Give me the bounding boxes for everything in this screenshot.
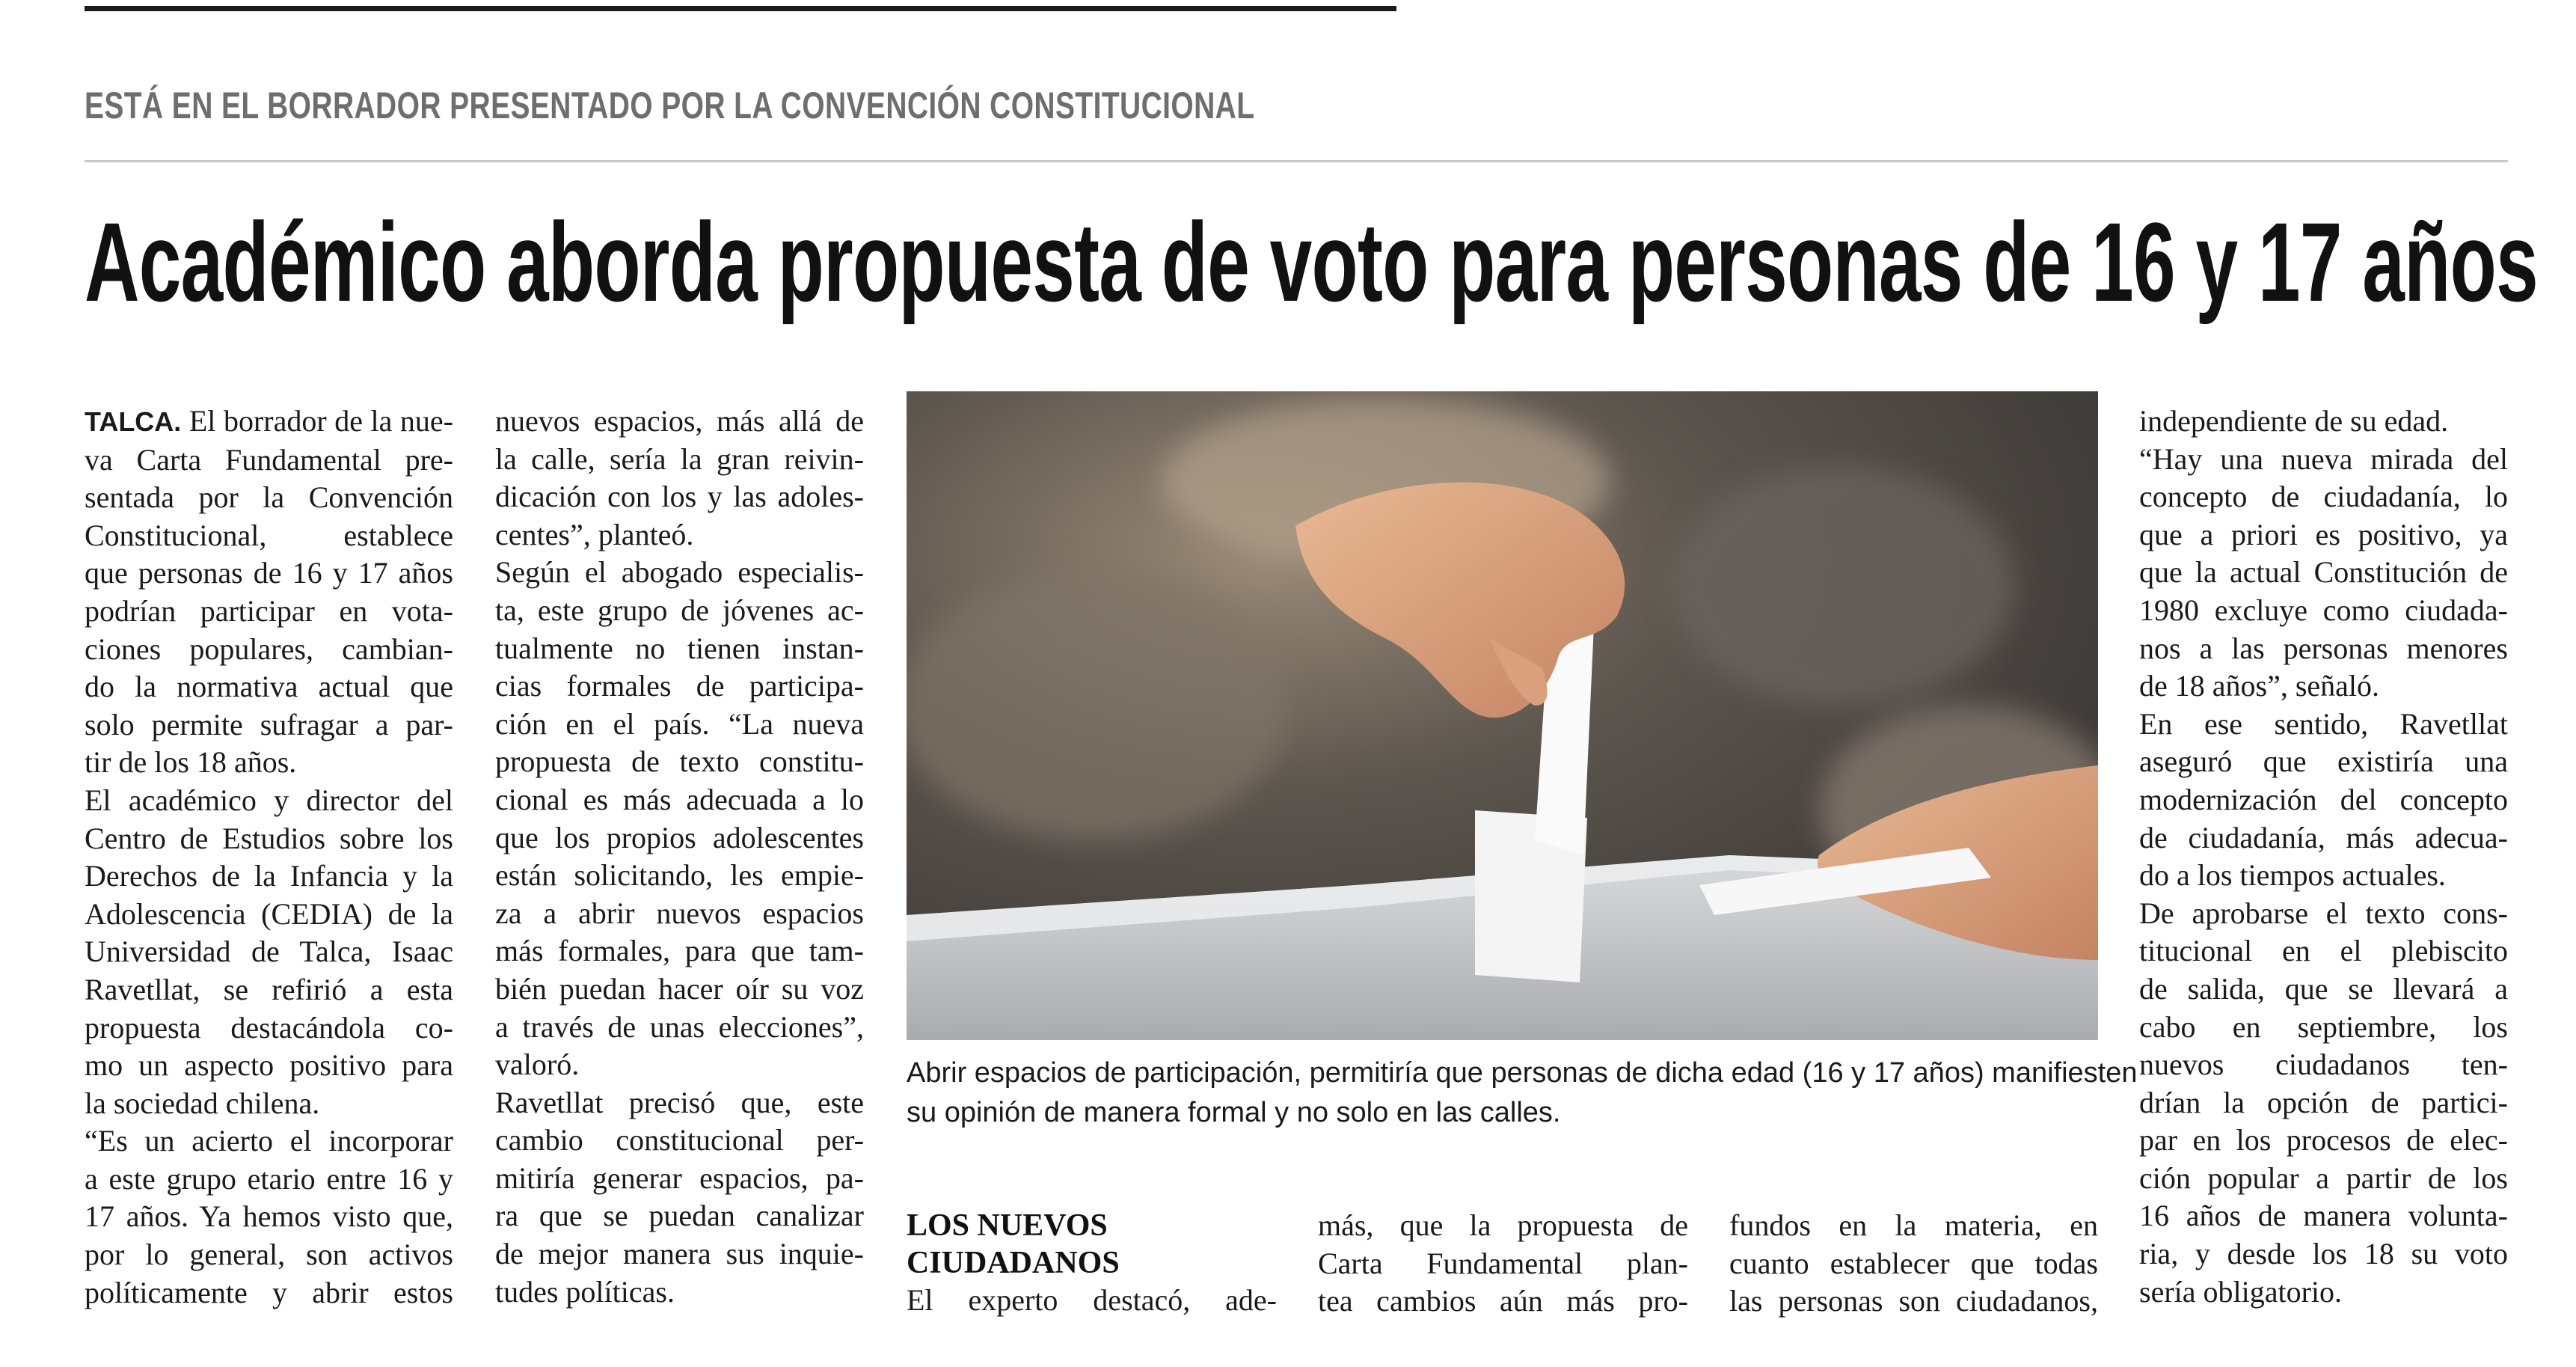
text-line: tualmente no tienen instan- <box>495 631 864 665</box>
text-line: que personas de 16 y 17 años <box>85 556 453 590</box>
text-line: Adolescencia (CEDIA) de la <box>85 896 453 931</box>
ballot-box-photo <box>907 391 2098 1040</box>
text-line: sería obligatorio. <box>2139 1274 2343 1309</box>
text-line: políticamente y abrir estos <box>85 1275 453 1309</box>
text-line: valoró. <box>495 1048 580 1082</box>
first-line-text: El borrador de la nue- <box>188 404 453 438</box>
text-line: la sociedad chilena. <box>85 1086 320 1120</box>
text-line: ria, y desde los 18 su voto <box>2139 1237 2508 1271</box>
text-line: nuevos espacios, más allá de <box>495 404 864 438</box>
text-line: par en los procesos de elec- <box>2139 1123 2508 1157</box>
text-line: propuesta de texto constitu- <box>495 744 864 779</box>
text-line: fundos en la materia, en <box>1729 1208 2098 1242</box>
text-line: solo permite sufragar a par- <box>85 707 453 741</box>
column-1-first-line <box>85 403 453 441</box>
text-line: En ese sentido, Ravetllat <box>2139 706 2508 741</box>
text-line: podrían participar en vota- <box>85 593 453 628</box>
text-line: do la normativa actual que <box>85 670 453 704</box>
text-line: que la actual Constitución de <box>2139 555 2508 590</box>
text-line: nuevos ciudadanos ten- <box>2139 1048 2508 1082</box>
text-line: tudes políticas. <box>495 1274 675 1309</box>
column-1 <box>85 403 453 1312</box>
text-line: “Es un acierto el incorporar <box>85 1124 453 1158</box>
text-line: mitiría generar espacios, pa- <box>495 1160 864 1195</box>
photo-image <box>907 391 2098 1040</box>
top-rule <box>85 6 1396 11</box>
text-line: que a priori es positivo, ya <box>2139 517 2508 551</box>
column-4 <box>1318 1207 1688 1321</box>
dateline: TALCA. <box>85 406 182 437</box>
text-line: Carta Fundamental plan- <box>1318 1246 1688 1280</box>
text-line: propuesta destacándola co- <box>85 1010 453 1045</box>
text-line: Centro de Estudios sobre los <box>85 821 453 855</box>
text-line: que los propios adolescentes <box>495 820 864 854</box>
text-line: Constitucional, establece <box>85 518 453 552</box>
text-line: la calle, sería la gran reivin- <box>495 441 864 476</box>
text-line: 16 años de manera volunta- <box>2139 1199 2508 1233</box>
text-line: De aprobarse el texto cons- <box>2139 896 2508 930</box>
text-line: nos a las personas menores <box>2139 631 2508 665</box>
subhead-line-2: CIUDADANOS <box>907 1246 1120 1280</box>
text-line: ciones populares, cambian- <box>85 631 453 666</box>
caption-line-1: Abrir espacios de participación, permitiría que personas de dicha edad (16 y 17 años) manifiesten <box>907 1057 2138 1089</box>
text-line: por lo general, son activos <box>85 1238 453 1272</box>
text-line: cias formales de participa- <box>495 669 864 703</box>
subhead-line-1: LOS NUEVOS <box>907 1208 1108 1243</box>
text-line: Según el abogado especialis- <box>495 555 864 590</box>
text-line: za a abrir nuevos espacios <box>495 896 864 930</box>
text-line: independiente de su edad. <box>2139 404 2449 438</box>
headline: Académico aborda propuesta de voto para personas de 16 y 17 años <box>85 199 2538 325</box>
text-line: El experto destacó, ade- <box>907 1283 1277 1317</box>
text-line: tea cambios aún más pro- <box>1318 1284 1688 1318</box>
text-line: aseguró que existiría una <box>2139 744 2508 779</box>
text-line: tir de los 18 años. <box>85 745 297 780</box>
caption-line-2: su opinión de manera formal y no solo en las calles. <box>907 1097 1561 1128</box>
text-line: sentada por la Convención <box>85 480 453 515</box>
column-2 <box>495 403 864 1311</box>
text-line: Derechos de la Infancia y la <box>85 859 453 893</box>
text-line: ta, este grupo de jóvenes ac- <box>495 593 864 627</box>
text-line: de 18 años”, señaló. <box>2139 669 2380 703</box>
text-line: 1980 excluye como ciudada- <box>2139 593 2508 627</box>
text-line: mo un aspecto positivo para <box>85 1048 453 1083</box>
text-line: bién puedan hacer oír su voz <box>495 971 864 1006</box>
text-line: drían la opción de partici- <box>2139 1085 2508 1119</box>
text-line: más formales, para que tam- <box>495 934 864 968</box>
text-line: Ravetllat, se refirió a esta <box>85 972 453 1006</box>
text-line: las personas son ciudadanos, <box>1729 1284 2098 1318</box>
text-line: cambio constitucional per- <box>495 1123 864 1157</box>
divider-rule <box>85 160 2508 162</box>
text-line: más, que la propuesta de <box>1318 1208 1688 1242</box>
column-5 <box>1729 1207 2098 1321</box>
text-line: están solicitando, les empie- <box>495 858 864 893</box>
text-line: ra que se puedan canalizar <box>495 1199 864 1233</box>
text-line: centes”, planteó. <box>495 517 694 551</box>
text-line: El académico y director del <box>85 783 453 817</box>
text-line: a este grupo etario entre 16 y <box>85 1161 453 1196</box>
kicker: ESTÁ EN EL BORRADOR PRESENTADO POR LA CONVENCIÓN CONSTITUCIONAL <box>85 85 1255 126</box>
text-line: a través de unas elecciones”, <box>495 1009 864 1044</box>
text-line: de ciudadanía, más adecua- <box>2139 820 2508 854</box>
text-line: modernización del concepto <box>2139 782 2508 816</box>
text-line: va Carta Fundamental pre- <box>85 442 453 477</box>
text-line: “Hay una nueva mirada del <box>2139 441 2508 476</box>
text-line: cabo en septiembre, los <box>2139 1009 2508 1044</box>
text-line: titucional en el plebiscito <box>2139 934 2508 968</box>
photo-caption <box>907 1053 2138 1133</box>
column-3-text <box>907 1282 1277 1320</box>
text-line: Ravetllat precisó que, este <box>495 1085 864 1119</box>
text-line: de mejor manera sus inquie- <box>495 1237 864 1271</box>
column-3 <box>907 1207 1277 1320</box>
text-line: cional es más adecuada a lo <box>495 782 864 816</box>
text-line: do a los tiempos actuales. <box>2139 858 2446 893</box>
text-line: dicación con los y las adoles- <box>495 480 864 514</box>
text-line: ción en el país. “La nueva <box>495 706 864 741</box>
text-line: 17 años. Ya hemos visto que, <box>85 1199 453 1234</box>
text-line: concepto de ciudadanía, lo <box>2139 480 2508 514</box>
text-line: Universidad de Talca, Isaac <box>85 935 453 969</box>
text-line: de salida, que se llevará a <box>2139 971 2508 1006</box>
column-6 <box>2139 403 2508 1311</box>
text-line: ción popular a partir de los <box>2139 1160 2508 1195</box>
text-line: cuanto establecer que todas <box>1729 1246 2098 1280</box>
